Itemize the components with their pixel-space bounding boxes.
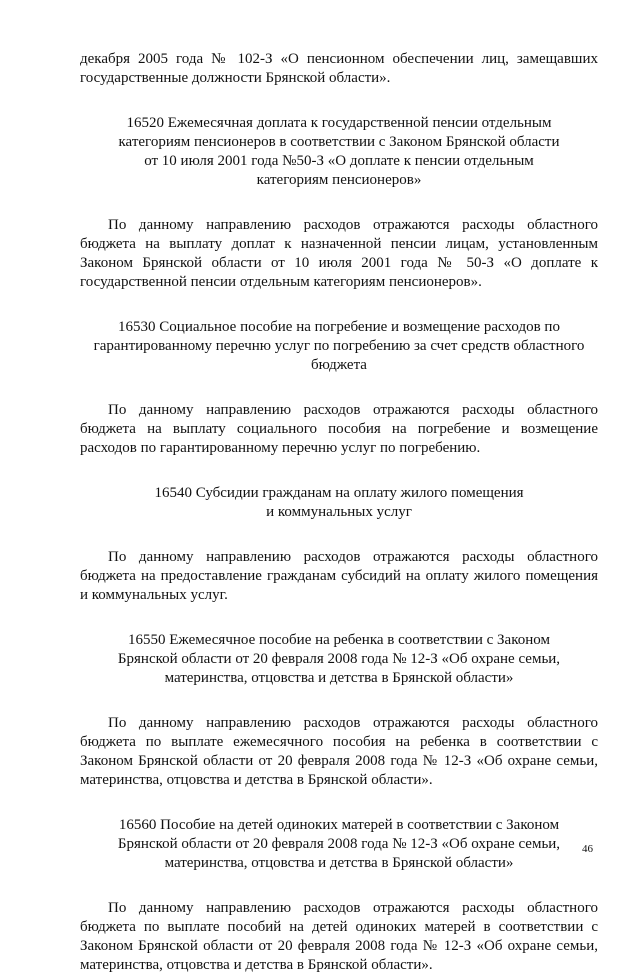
- section-body-16550: По данному направлению расходов отражаются расходы областного бюджета по выплате ежемесячного пособия на ребенка в соответствии с Законом Брянской области от 20 февраля 2008 года № 12-З «Об охране семьи, материнства, отцовства и детства в Брянской области».: [80, 715, 598, 788]
- section-heading-16550: 16550 Ежемесячное пособие на ребенка в соответствии с Законом Брянской области от 20 февраля 2008 года № 12-З «Об охране семьи, материнства, отцовства и детства в Брянской области»: [117, 632, 561, 686]
- section-heading-16560: 16560 Пособие на детей одиноких матерей в соответствии с Законом Брянской области от 20 февраля 2008 года № 12-З «Об охране семьи, материнства, отцовства и детства в Брянской области»: [117, 817, 561, 871]
- section-body-16540: По данному направлению расходов отражаются расходы областного бюджета на предоставление гражданам субсидий на оплату жилого помещения и коммунальных услуг.: [80, 549, 598, 603]
- section-heading-16530: 16530 Социальное пособие на погребение и возмещение расходов по гарантированному перечню услуг по погребению за счет средств областного бюджета: [93, 319, 585, 373]
- section-heading-16540: 16540 Субсидии гражданам на оплату жилого помещения и коммунальных услуг: [154, 485, 524, 520]
- section-body-16530: По данному направлению расходов отражаются расходы областного бюджета на выплату социального пособия на погребение и возмещение расходов по гарантированному перечню услуг по погребению.: [80, 402, 598, 456]
- page-number: 46: [582, 843, 593, 855]
- section-body-16560: По данному направлению расходов отражаются расходы областного бюджета по выплате пособий на детей одиноких матерей в соответствии с Законом Брянской области от 20 февраля 2008 года № 12-З «Об охране семьи, материнства, отцовства и детства в Брянской области».: [80, 900, 598, 973]
- document-page: [80, 50, 598, 975]
- intro-continuation: декабря 2005 года № 102-З «О пенсионном обеспечении лиц, замещавших государственные должности Брянской области».: [80, 51, 598, 86]
- section-heading-16520: 16520 Ежемесячная доплата к государственной пенсии отдельным категориям пенсионеров в соответствии с Законом Брянской области от 10 июля 2001 года №50-З «О доплате к пенсии отдельным категориям пенсионеров»: [118, 115, 560, 188]
- section-body-16520: По данному направлению расходов отражаются расходы областного бюджета на выплату доплат к назначенной пенсии лицам, установленным Законом Брянской области от 10 июля 2001 года № 50-З «О доплате к государственной пенсии отдельным категориям пенсионеров».: [80, 217, 598, 290]
